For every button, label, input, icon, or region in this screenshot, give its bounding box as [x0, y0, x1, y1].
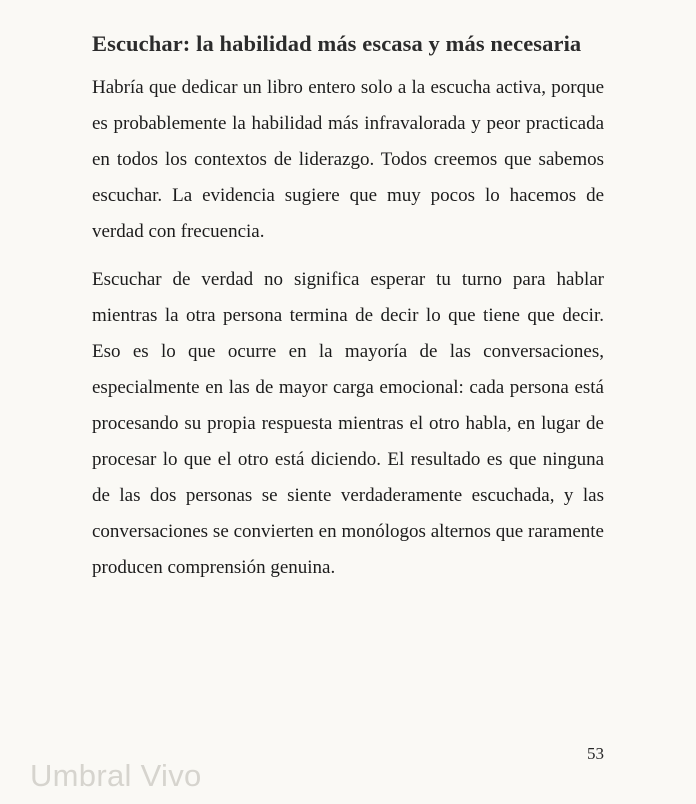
body-paragraph: Habría que dedicar un libro entero solo a la escucha activa, porque es probablemente la habilidad más infravalorada y peor practicada en todos los contextos de liderazgo. Todos creemos que sabemos escuchar. La evidencia sugiere que muy pocos lo hacemos de verdad con frecuencia. — [92, 77, 604, 242]
watermark-label: Umbral Vivo — [30, 758, 202, 793]
page-content-column — [92, 0, 604, 586]
page-title: Escuchar: la habilidad más escasa y más necesaria — [92, 31, 582, 56]
page-number: 53 — [587, 744, 604, 763]
body-paragraph: Escuchar de verdad no significa esperar tu turno para hablar mientras la otra persona termina de decir lo que tiene que decir. Eso es lo que ocurre en la mayoría de las conversaciones, especialmente en las de mayor carga emocional: cada persona está procesando su propia respuesta mientras el otro habla, en lugar de procesar lo que el otro está diciendo. El resultado es que ninguna de las dos personas se siente verdaderamente escuchada, y las conversaciones se convierten en monólogos alternos que raramente producen comprensión genuina. — [92, 269, 604, 578]
